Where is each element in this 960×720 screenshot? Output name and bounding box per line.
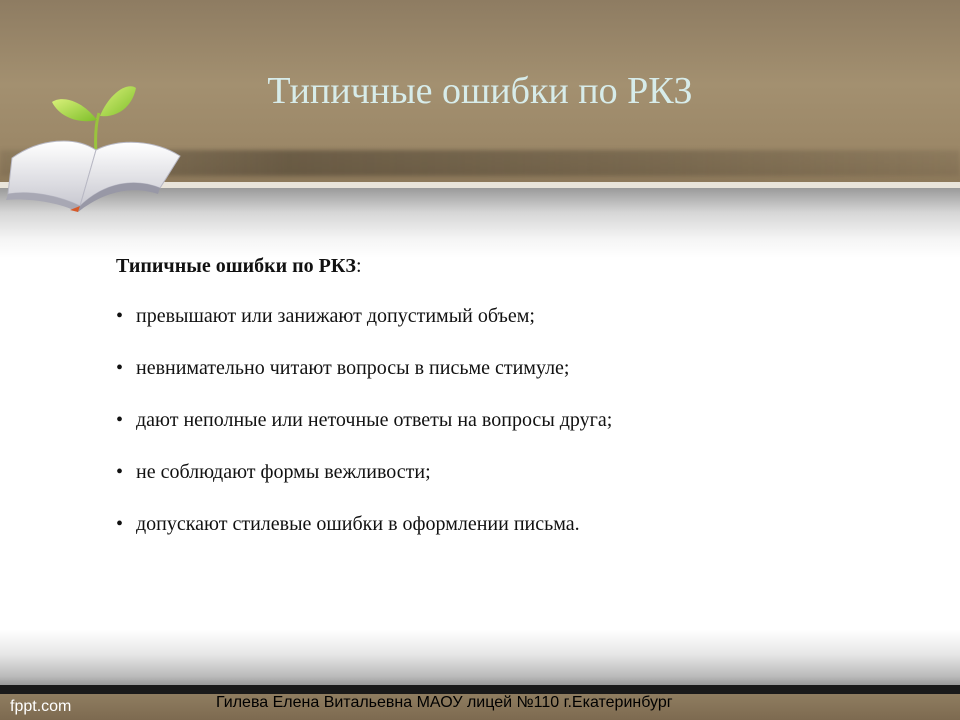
list-item-text: допускают стилевые ошибки в оформлении письма. <box>136 513 580 535</box>
list-item <box>116 354 836 382</box>
list-item-text: превышают или занижают допустимый объем; <box>136 305 535 327</box>
author-caption: Гилева Елена Витальевна МАОУ лицей №110 г.Екатеринбург <box>216 694 673 711</box>
list-item-text: невнимательно читают вопросы в письме стимуле; <box>136 357 570 379</box>
list-item <box>116 302 836 330</box>
bullet-marker: • <box>116 409 124 431</box>
list-item <box>116 406 836 434</box>
list-item <box>116 458 836 486</box>
content-heading <box>116 252 836 280</box>
content-heading-text: Типичные ошибки по РКЗ <box>116 255 356 277</box>
slide-content <box>116 252 836 562</box>
bullet-marker: • <box>116 461 124 483</box>
bullet-marker: • <box>116 305 124 327</box>
content-heading-colon: : <box>355 255 362 277</box>
bullet-marker: • <box>116 357 124 379</box>
bullet-marker: • <box>116 513 124 535</box>
footer-fade <box>0 630 960 685</box>
slide-title: Типичные ошибки по РКЗ <box>267 70 693 112</box>
list-item-text: не соблюдают формы вежливости; <box>136 461 431 483</box>
list-item-text: дают неполные или неточные ответы на вопросы друга; <box>136 409 613 431</box>
brand-label: fppt.com <box>10 698 72 715</box>
error-list <box>116 302 836 538</box>
list-item <box>116 510 836 538</box>
